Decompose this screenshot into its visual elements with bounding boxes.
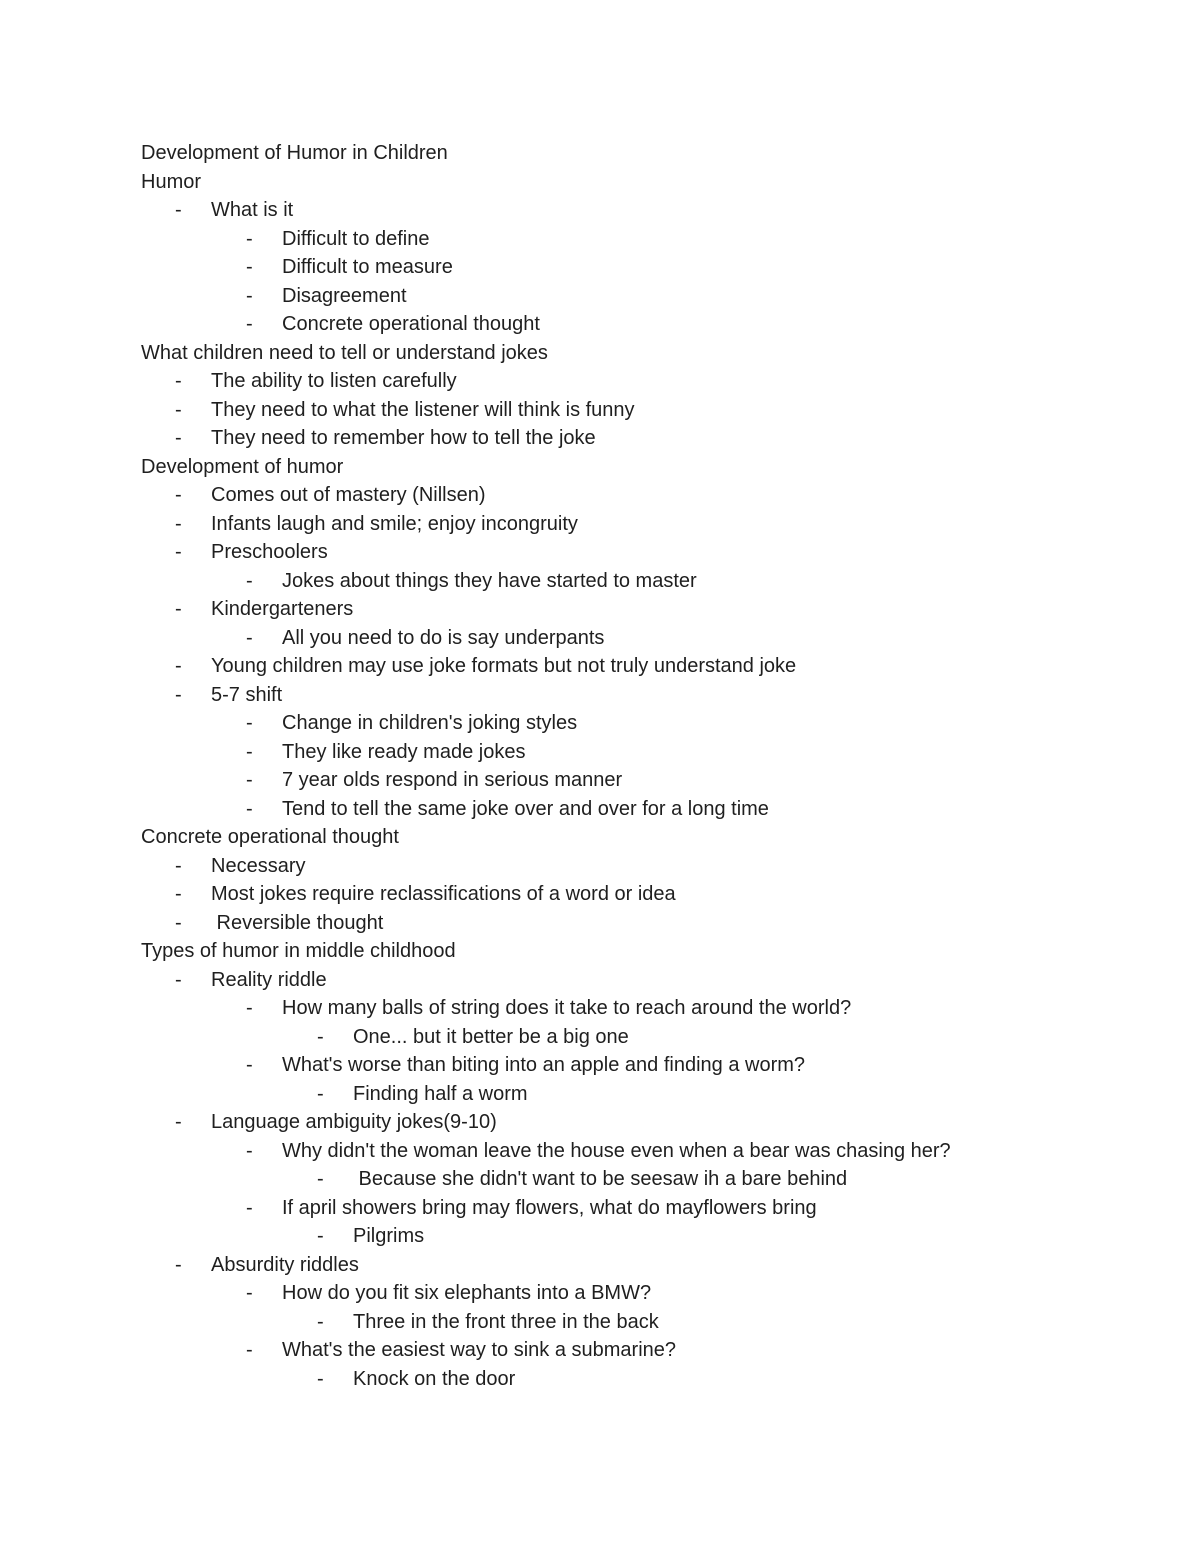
outline-heading (0, 168, 1200, 197)
bullet-dash: - (246, 227, 253, 250)
outline-heading (0, 823, 1200, 852)
bullet-dash: - (246, 284, 253, 307)
outline-bullet-item (0, 1308, 1200, 1337)
bullet-dash: - (175, 854, 182, 877)
bullet-dash: - (317, 1082, 324, 1105)
outline-bullet-item (0, 424, 1200, 453)
bullet-dash: - (246, 797, 253, 820)
bullet-dash: - (175, 541, 182, 563)
outline-text: Change in children's joking styles (282, 712, 578, 734)
outline-bullet-item (0, 253, 1200, 282)
outline-text: Development of humor (141, 455, 344, 478)
bullet-dash: - (175, 655, 182, 677)
bullet-dash: - (175, 911, 182, 934)
bullet-dash: - (246, 740, 253, 763)
outline-text: What children need to tell or understand jokes (141, 341, 548, 364)
outline-bullet-item (0, 1165, 1200, 1194)
outline-text: If april showers bring may flowers, what do mayflowers bring (282, 1196, 817, 1219)
outline-text: What is it (211, 199, 294, 221)
bullet-dash: - (246, 313, 253, 335)
bullet-dash: - (246, 1196, 253, 1219)
document-body (0, 139, 1200, 1393)
outline-bullet-item (0, 966, 1200, 995)
outline-bullet-item (0, 1251, 1200, 1280)
outline-bullet-item (0, 510, 1200, 539)
outline-heading (0, 453, 1200, 482)
outline-bullet-item (0, 1365, 1200, 1394)
outline-text: Tend to tell the same joke over and over for a long time (282, 797, 769, 820)
bullet-dash: - (175, 199, 182, 221)
outline-bullet-item (0, 367, 1200, 396)
outline-bullet-item (0, 1222, 1200, 1251)
outline-bullet-item (0, 282, 1200, 311)
bullet-dash: - (175, 398, 182, 421)
outline-bullet-item (0, 1108, 1200, 1137)
outline-text: How many balls of string does it take to reach around the world? (282, 997, 852, 1019)
bullet-dash: - (317, 1367, 324, 1390)
outline-heading (0, 339, 1200, 368)
outline-bullet-item (0, 1336, 1200, 1365)
outline-text: Humor (141, 170, 202, 193)
outline-text: All you need to do is say underpants (282, 626, 605, 649)
outline-text: How do you fit six elephants into a BMW? (282, 1282, 652, 1304)
bullet-dash: - (317, 1310, 324, 1333)
outline-text: Reality riddle (211, 968, 327, 991)
outline-text: Difficult to define (282, 227, 430, 250)
outline-text: Most jokes require reclassifications of a word or idea (211, 883, 676, 905)
outline-bullet-item (0, 1279, 1200, 1308)
bullet-dash: - (175, 683, 182, 706)
outline-text: The ability to listen carefully (211, 370, 457, 392)
outline-bullet-item (0, 795, 1200, 824)
outline-bullet-item (0, 595, 1200, 624)
outline-bullet-item (0, 681, 1200, 710)
outline-text: They need to remember how to tell the joke (211, 427, 596, 449)
bullet-dash: - (246, 1139, 253, 1162)
outline-text: Reversible thought (211, 911, 384, 934)
outline-bullet-item (0, 481, 1200, 510)
outline-bullet-item (0, 196, 1200, 225)
outline-bullet-item (0, 766, 1200, 795)
outline-bullet-item (0, 624, 1200, 653)
bullet-dash: - (246, 1339, 253, 1361)
bullet-dash: - (317, 1025, 324, 1048)
outline-bullet-item (0, 225, 1200, 254)
outline-bullet-item (0, 1080, 1200, 1109)
outline-text: Young children may use joke formats but not truly understand joke (211, 655, 797, 677)
bullet-dash: - (246, 256, 253, 278)
outline-text: Development of Humor in Children (141, 142, 448, 164)
outline-text: Difficult to measure (282, 256, 453, 278)
outline-text: Knock on the door (353, 1367, 516, 1390)
outline-text: 5-7 shift (211, 683, 283, 706)
bullet-dash: - (246, 997, 253, 1019)
outline-bullet-item (0, 994, 1200, 1023)
outline-bullet-item (0, 538, 1200, 567)
outline-text: 7 year olds respond in serious manner (282, 769, 623, 791)
outline-text: What's the easiest way to sink a submarine? (282, 1339, 677, 1361)
bullet-dash: - (246, 769, 253, 791)
bullet-dash: - (317, 1225, 324, 1247)
outline-bullet-item (0, 1051, 1200, 1080)
bullet-dash: - (175, 427, 182, 449)
outline-heading (0, 139, 1200, 168)
outline-text: Disagreement (282, 284, 407, 307)
bullet-dash: - (175, 1111, 182, 1133)
bullet-dash: - (246, 1282, 253, 1304)
bullet-dash: - (175, 370, 182, 392)
outline-text: Language ambiguity jokes(9-10) (211, 1111, 497, 1133)
outline-text: Three in the front three in the back (353, 1310, 659, 1333)
outline-bullet-item (0, 909, 1200, 938)
outline-text: Comes out of mastery (Nillsen) (211, 484, 486, 506)
outline-text: Jokes about things they have started to master (282, 569, 697, 592)
outline-text: Concrete operational thought (282, 313, 540, 335)
bullet-dash: - (246, 712, 253, 734)
outline-text: Preschoolers (211, 541, 328, 563)
outline-bullet-item (0, 652, 1200, 681)
outline-text: They need to what the listener will think is funny (211, 398, 635, 421)
outline-text: Infants laugh and smile; enjoy incongruity (211, 512, 578, 535)
bullet-dash: - (175, 512, 182, 535)
outline-text: Why didn't the woman leave the house even when a bear was chasing her? (282, 1139, 951, 1162)
outline-bullet-item (0, 738, 1200, 767)
outline-bullet-item (0, 709, 1200, 738)
outline-bullet-item (0, 852, 1200, 881)
outline-bullet-item (0, 880, 1200, 909)
outline-text: Necessary (211, 854, 306, 877)
bullet-dash: - (246, 626, 253, 649)
bullet-dash: - (175, 598, 182, 620)
bullet-dash: - (175, 1253, 182, 1276)
outline-bullet-item (0, 396, 1200, 425)
bullet-dash: - (175, 968, 182, 991)
outline-heading (0, 937, 1200, 966)
bullet-dash: - (175, 484, 182, 506)
bullet-dash: - (246, 1054, 253, 1076)
outline-text: Types of humor in middle childhood (141, 940, 456, 962)
outline-bullet-item (0, 567, 1200, 596)
outline-bullet-item (0, 1194, 1200, 1223)
outline-text: Pilgrims (353, 1225, 425, 1247)
outline-text: Because she didn't want to be seesaw ih a bare behind (353, 1168, 848, 1190)
outline-text: One... but it better be a big one (353, 1025, 629, 1048)
bullet-dash: - (246, 569, 253, 592)
bullet-dash: - (175, 883, 182, 905)
outline-text: Kindergarteners (211, 598, 354, 620)
outline-bullet-item (0, 310, 1200, 339)
outline-text: They like ready made jokes (282, 740, 526, 763)
outline-text: Finding half a worm (353, 1082, 528, 1105)
outline-bullet-item (0, 1023, 1200, 1052)
outline-text: What's worse than biting into an apple and finding a worm? (282, 1054, 806, 1076)
outline-text: Concrete operational thought (141, 826, 399, 848)
bullet-dash: - (317, 1168, 324, 1190)
outline-text: Absurdity riddles (211, 1253, 359, 1276)
outline-bullet-item (0, 1137, 1200, 1166)
